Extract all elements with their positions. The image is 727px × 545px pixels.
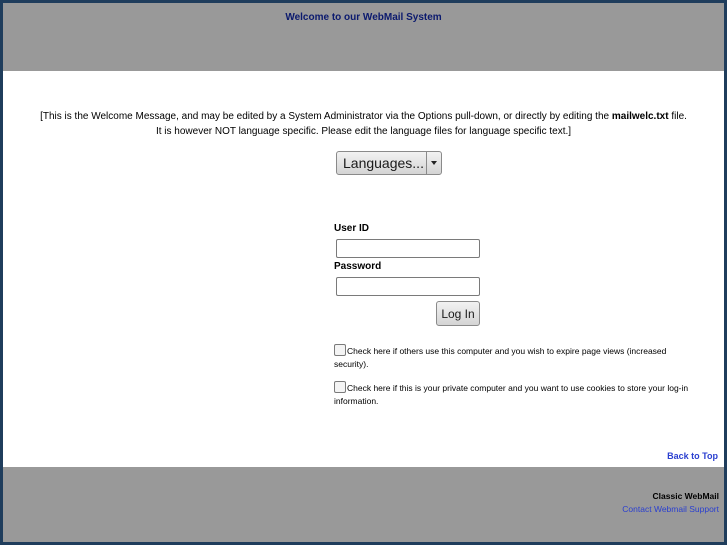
languages-dropdown-label: Languages... xyxy=(343,155,424,171)
footer-product-name: Classic WebMail xyxy=(652,491,719,501)
expire-views-option xyxy=(334,344,694,371)
user-id-input[interactable] xyxy=(336,239,480,258)
user-id-label: User ID xyxy=(334,223,370,234)
contact-support-link[interactable]: Contact Webmail Support xyxy=(622,504,719,514)
languages-dropdown[interactable] xyxy=(336,151,442,175)
cookies-checkbox[interactable] xyxy=(334,381,346,393)
header-bar xyxy=(3,3,724,71)
welcome-line-1 xyxy=(3,109,724,124)
log-in-button[interactable]: Log In xyxy=(436,301,480,326)
cookies-label: Check here if this is your private computer and you want to use cookies to store your log-in information. xyxy=(334,383,689,406)
expire-views-checkbox[interactable] xyxy=(334,344,346,356)
welcome-line-1-suffix: file. xyxy=(668,111,687,122)
welcome-filename: mailwelc.txt xyxy=(611,111,669,122)
welcome-line-2: It is however NOT language specific. Please edit the language files for language specific text.] xyxy=(155,126,572,137)
page-title: Welcome to our WebMail System xyxy=(285,12,442,23)
welcome-line-1-prefix: [This is the Welcome Message, and may be edited by a System Administrator via the Options pull-down, or directly by editing the xyxy=(40,111,612,122)
languages-dropdown-arrow[interactable] xyxy=(426,152,441,174)
back-to-top-link[interactable]: Back to Top xyxy=(667,451,718,461)
chevron-down-icon xyxy=(431,161,437,165)
password-input[interactable] xyxy=(336,277,480,296)
expire-views-label: Check here if others use this computer and you wish to expire page views (increased security). xyxy=(334,346,667,369)
cookies-option xyxy=(334,381,694,408)
welcome-message xyxy=(3,109,724,139)
password-label: Password xyxy=(334,261,382,272)
footer-bar xyxy=(3,467,724,542)
